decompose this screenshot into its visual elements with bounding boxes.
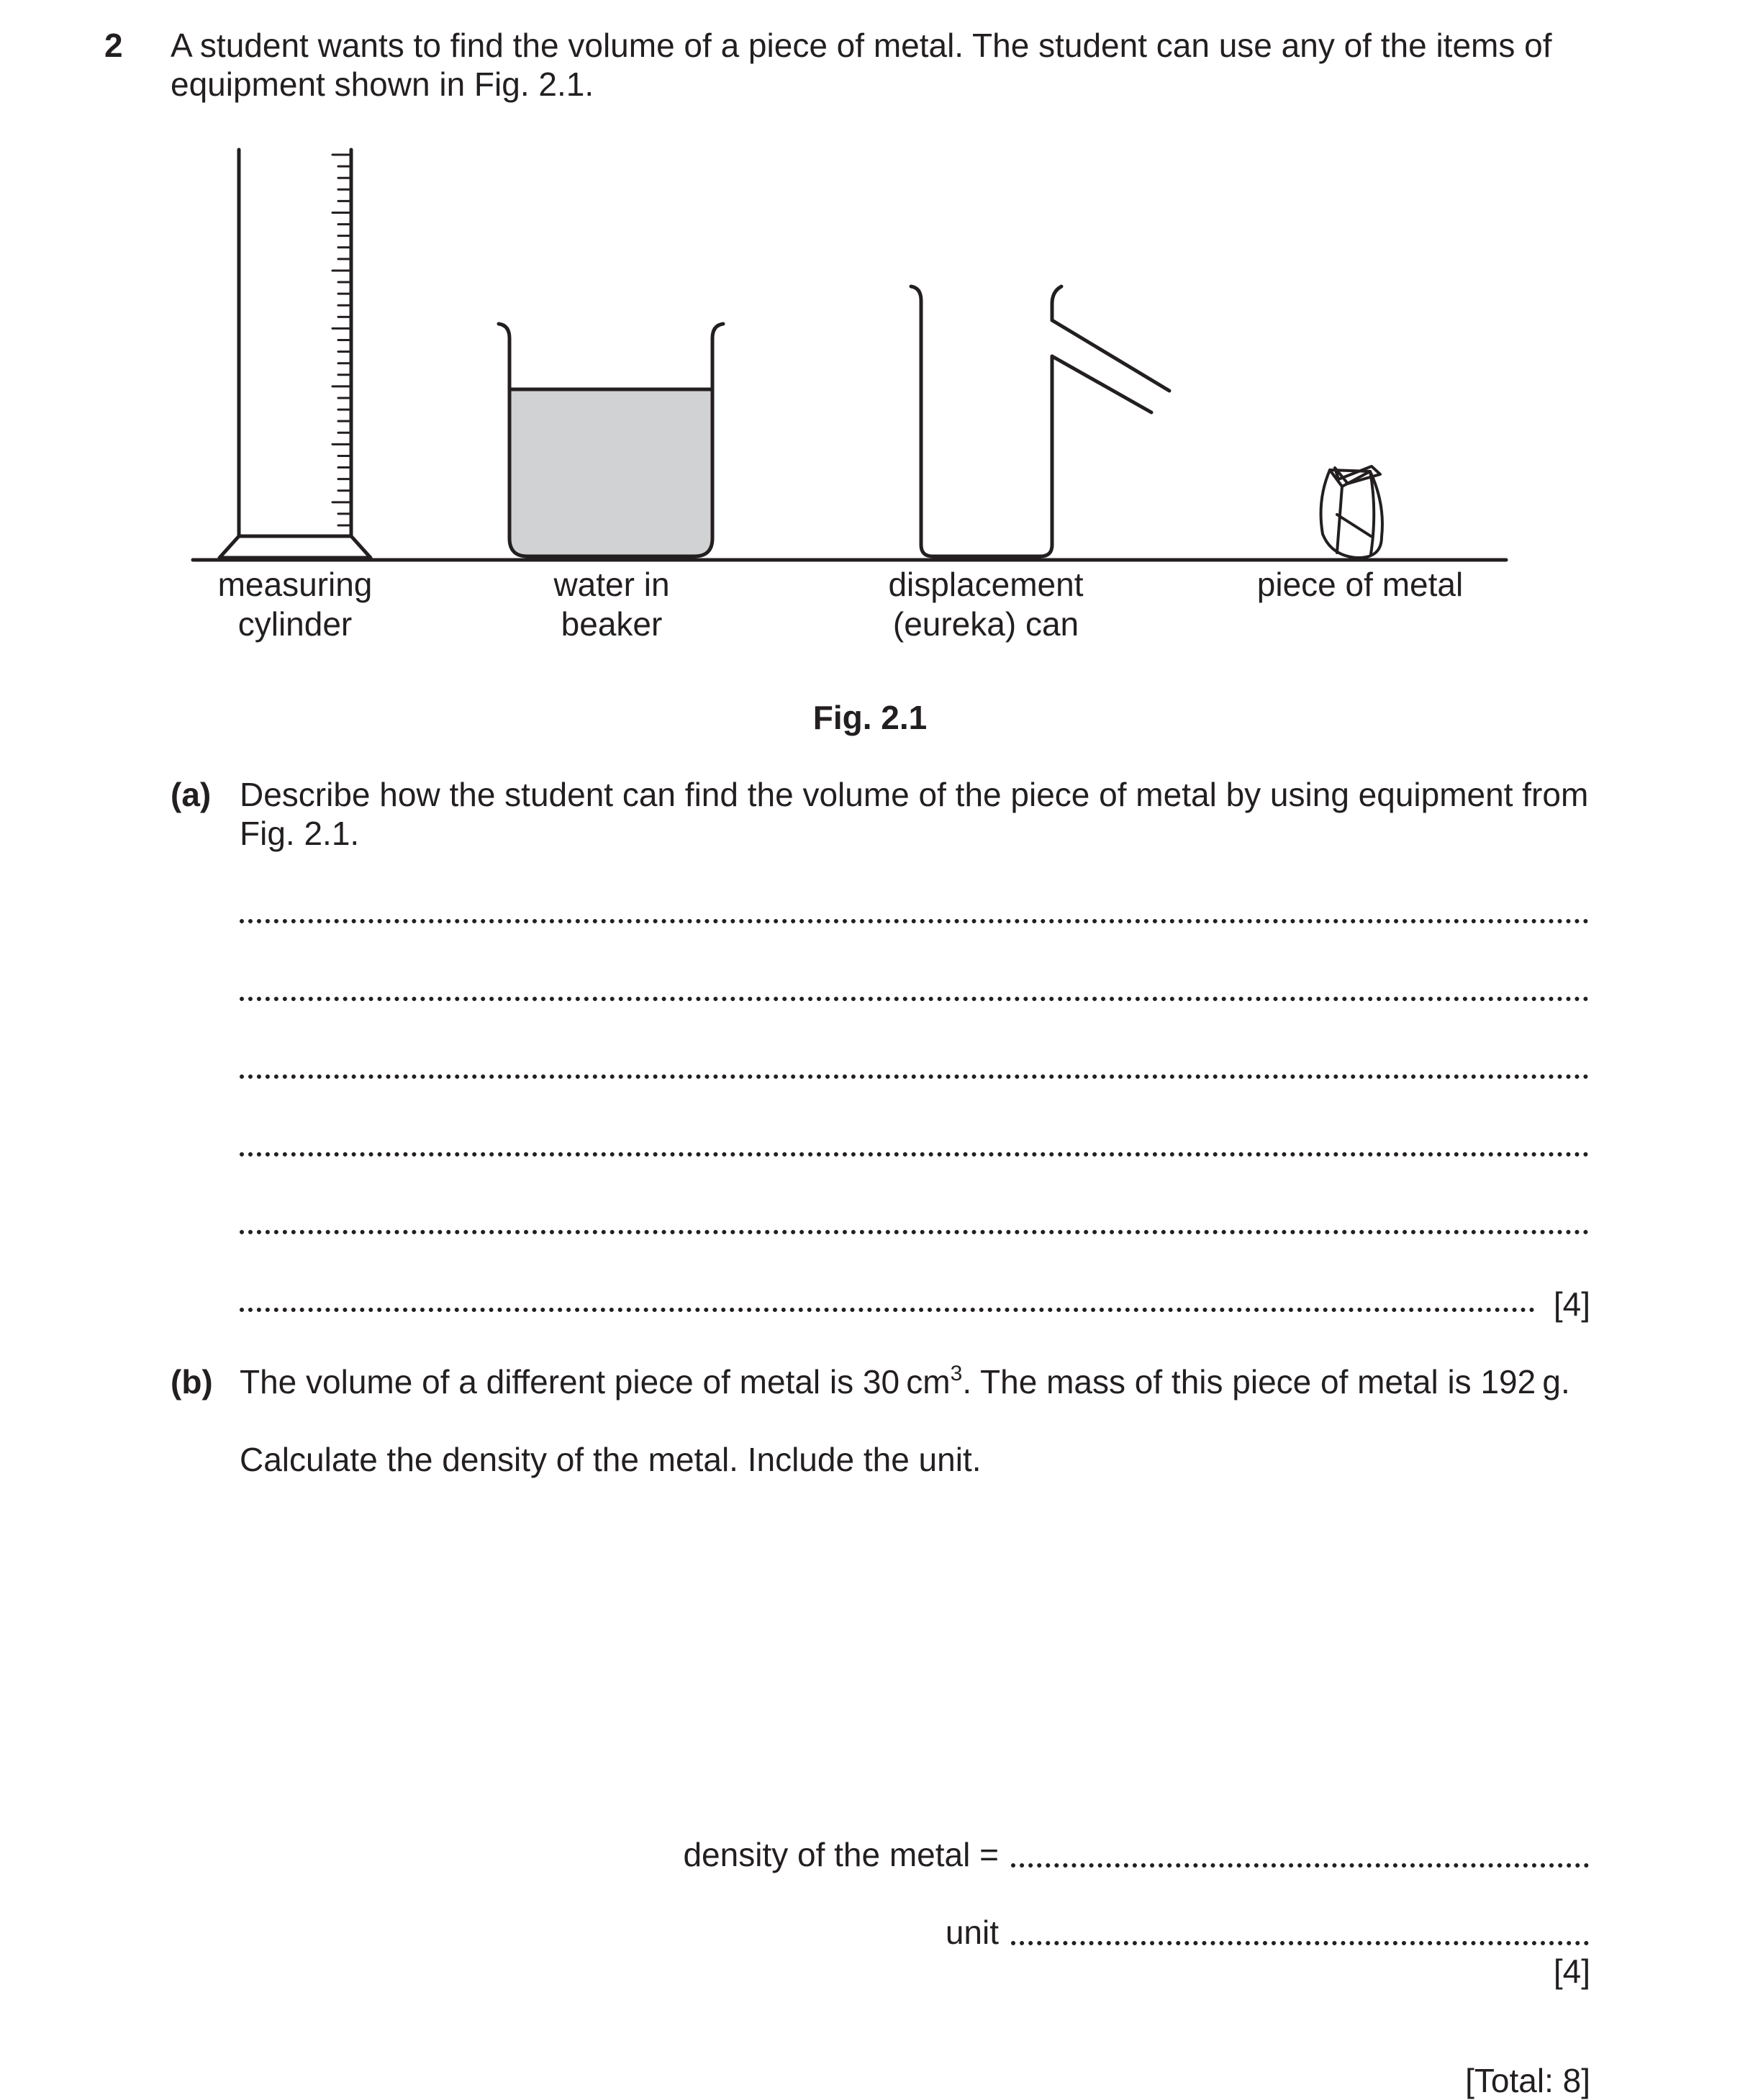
part-b-marks: [4] (1553, 1952, 1590, 1990)
part-a-text-line2: Fig. 2.1. (240, 815, 360, 852)
water-beaker (499, 324, 723, 556)
part-b-text (240, 1362, 1570, 1401)
answer-line-a-2[interactable] (240, 997, 1589, 1001)
label-displacement-can-line1: displacement (888, 566, 1084, 603)
part-b-text-after: . The mass of this piece of metal is 192 g. (962, 1363, 1570, 1400)
question-intro-line2: equipment shown in Fig. 2.1. (171, 65, 594, 103)
measuring-cylinder (219, 150, 371, 558)
part-a-text-line1: Describe how the student can find the volume of the piece of metal by using equipment from (240, 776, 1589, 813)
label-water-beaker-line1: water in (553, 566, 670, 603)
part-a-label: (a) (171, 776, 212, 813)
answer-line-a-6[interactable] (240, 1308, 1535, 1312)
question-intro-line1: A student wants to find the volume of a piece of metal. The student can use any of the items of (171, 27, 1552, 64)
label-water-beaker-line2: beaker (561, 605, 663, 643)
answer-line-a-4[interactable] (240, 1152, 1589, 1157)
figure-2-1 (0, 0, 1740, 662)
displacement-can (911, 286, 1169, 556)
label-measuring-cylinder-line1: measuring (217, 566, 373, 603)
question-number: 2 (104, 27, 123, 64)
figure-caption: Fig. 2.1 (812, 699, 928, 736)
unit-label: unit (945, 1914, 999, 1951)
part-b-instruction: Calculate the density of the metal. Include the unit. (240, 1441, 982, 1478)
part-b-label: (b) (171, 1363, 213, 1400)
part-b-superscript: 3 (950, 1361, 963, 1385)
answer-line-a-3[interactable] (240, 1074, 1589, 1079)
density-label: density of the metal = (683, 1836, 999, 1873)
label-displacement-can-line2: (eureka) can (892, 605, 1079, 643)
part-a-marks: [4] (1553, 1285, 1590, 1323)
label-measuring-cylinder-line2: cylinder (237, 605, 353, 643)
answer-line-a-1[interactable] (240, 919, 1589, 923)
part-b-text-before: The volume of a different piece of metal is 30 cm (240, 1363, 951, 1400)
answer-line-a-5[interactable] (240, 1230, 1589, 1234)
total-marks: [Total: 8] (1465, 2062, 1590, 2099)
unit-answer-line[interactable] (1011, 1941, 1589, 1945)
label-piece-of-metal: piece of metal (1256, 566, 1464, 603)
density-answer-line[interactable] (1011, 1863, 1589, 1868)
cylinder-scale-ticks (332, 155, 351, 525)
piece-of-metal (1321, 466, 1382, 558)
